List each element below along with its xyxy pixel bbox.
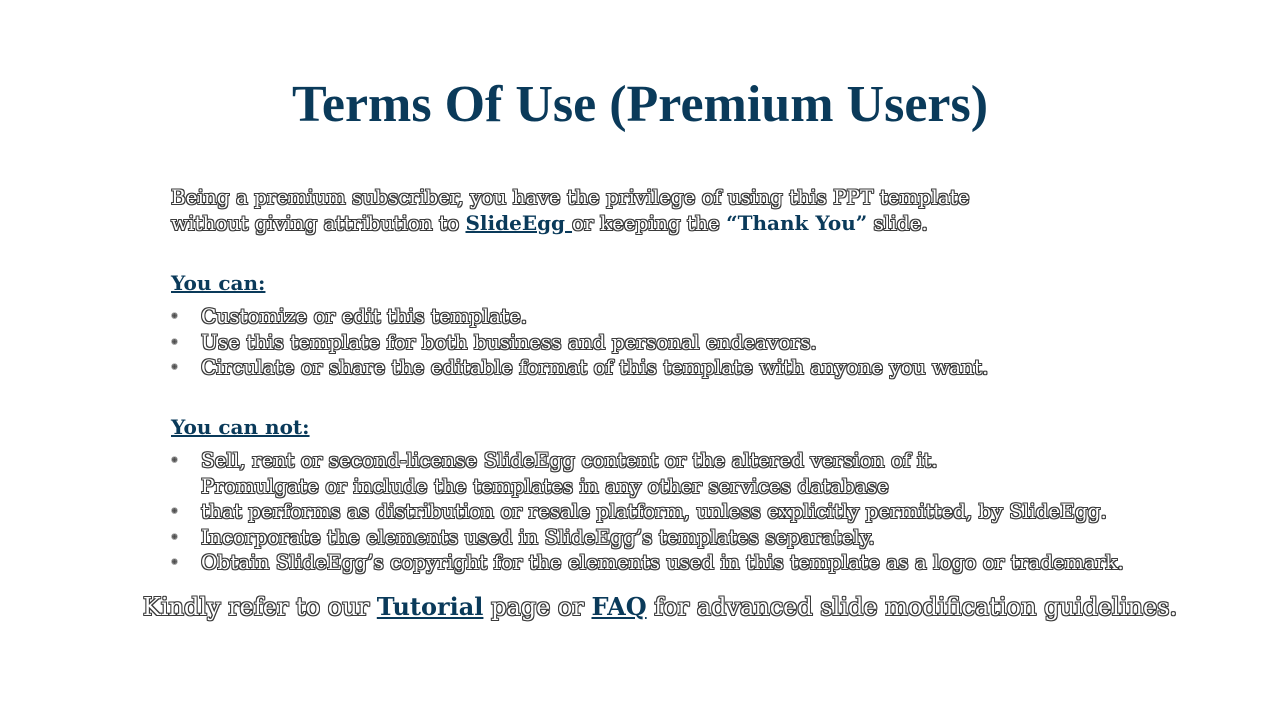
you-can-not-heading: You can not: — [171, 415, 310, 439]
bullet-icon: ◦ — [171, 555, 179, 569]
list-item-continuation — [171, 474, 1131, 500]
you-can-heading: You can: — [171, 271, 266, 295]
intro-paragraph — [171, 184, 1131, 236]
list-item — [171, 355, 1131, 381]
list-item — [171, 550, 1131, 576]
list-item-text: Use this template for both business and personal endeavors. — [201, 329, 817, 354]
intro-line-2-suffix: slide. — [867, 211, 928, 235]
footer-suffix: for advanced slide modification guidelines. — [646, 593, 1178, 621]
faq-link[interactable]: FAQ — [591, 592, 647, 621]
list-item — [171, 499, 1131, 525]
list-item-text: Customize or edit this template. — [201, 304, 528, 328]
you-can-not-list — [171, 448, 1131, 576]
bullet-icon: ◦ — [171, 309, 179, 323]
list-item — [171, 448, 1131, 474]
list-item-text: that performs as distribution or resale platform, unless explicitly permitted, by SlideEgg. — [201, 499, 1107, 523]
list-item — [171, 304, 1131, 330]
you-can-list — [171, 304, 1131, 381]
bullet-icon: ◦ — [171, 504, 179, 518]
slideegg-link[interactable]: SlideEgg — [465, 211, 573, 235]
footer-guidelines — [20, 591, 1280, 623]
list-item-text: Promulgate or include the templates in any other services database — [201, 473, 889, 498]
list-item-text: Obtain SlideEgg’s copyright for the elements used in this template as a logo or trademark. — [201, 550, 1124, 574]
bullet-icon: ◦ — [171, 360, 179, 374]
bullet-icon: ◦ — [171, 334, 179, 349]
bullet-icon: ◦ — [171, 453, 179, 467]
page-title: Terms Of Use (Premium Users) — [291, 76, 989, 133]
intro-line-1: Being a premium subscriber, you have the privilege of using this PPT template — [171, 185, 970, 209]
list-item — [171, 330, 1131, 356]
footer-prefix: Kindly refer to our — [142, 593, 377, 621]
footer-mid: page or — [483, 593, 592, 621]
thank-you-text: “Thank You” — [726, 211, 868, 235]
list-item-text: Circulate or share the editable format of this template with anyone you want. — [201, 355, 989, 379]
tutorial-link[interactable]: Tutorial — [376, 592, 484, 621]
intro-line-2-prefix: without giving attribution to — [171, 211, 466, 235]
list-item-text: Sell, rent or second-license SlideEgg content or the altered version of it. — [201, 448, 938, 472]
list-item — [171, 525, 1131, 551]
bullet-icon: ◦ — [171, 529, 179, 544]
intro-line-2-mid: or keeping the — [572, 211, 727, 235]
list-item-text: Incorporate the elements used in SlideEgg’s templates separately. — [201, 524, 875, 549]
